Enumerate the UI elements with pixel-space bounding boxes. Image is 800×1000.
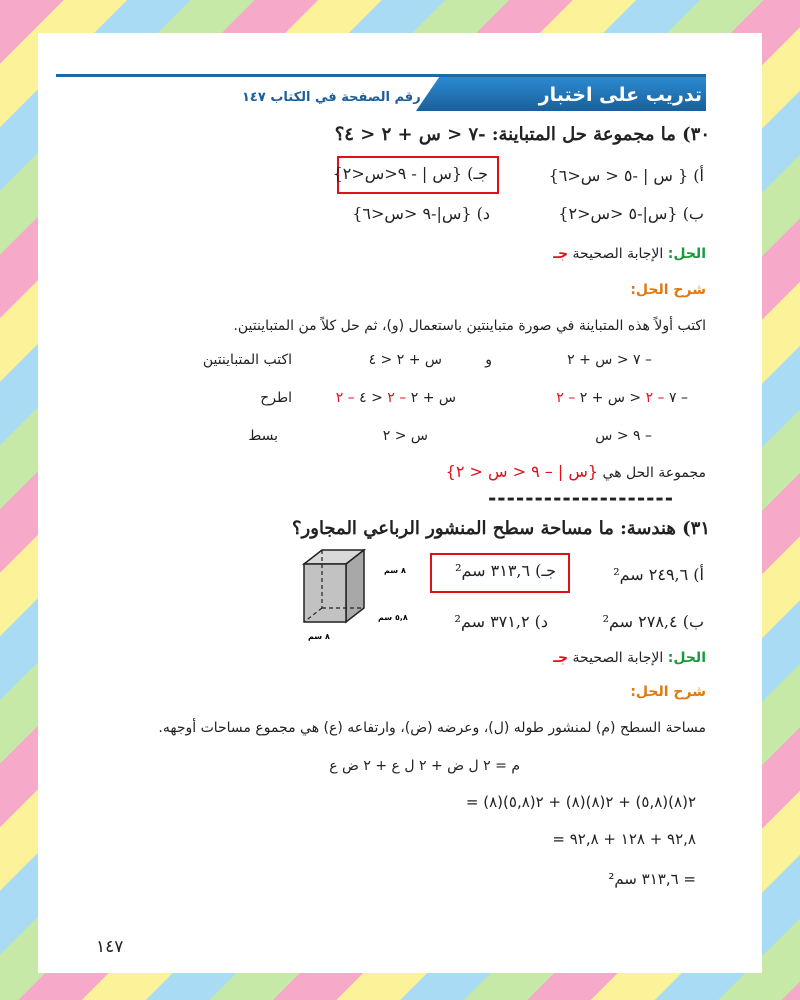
solution-set-value: {س | – ٩ < س < ٢} <box>445 462 599 481</box>
solution-mark: جـ <box>553 650 569 666</box>
step3-right: – ٩ < س <box>595 428 652 444</box>
header-title: تدريب على اختبار <box>538 84 702 106</box>
solution-label: الحل: <box>667 246 706 262</box>
prism-height-label: ٨ سم <box>384 566 406 575</box>
solution-set <box>446 462 706 481</box>
step2-right <box>556 390 688 406</box>
step3-left: س < ٢ <box>382 428 428 444</box>
step2-label: اطرح <box>260 390 292 406</box>
step2-left-a: س + ٢ <box>410 390 456 406</box>
q30-option-b[interactable]: ب) {س|-٥ <س<٢} <box>558 204 704 223</box>
step2-right-b: – ٢ <box>645 390 665 406</box>
q30-question: ٣٠) ما مجموعة حل المتباينة: -٧ < س + ٢ < ٤؟ <box>334 124 710 145</box>
step2-left-b: – ٢ <box>387 390 407 406</box>
step1-left: س + ٢ < ٤ <box>368 352 442 368</box>
step2-left-c: < ٤ <box>359 390 383 406</box>
prism-front-face <box>304 564 346 622</box>
page-number: ١٤٧ <box>96 937 124 957</box>
step2-left <box>336 390 456 406</box>
q31-option-b[interactable]: ب) ٢٧٨,٤ سم² <box>602 612 704 631</box>
q31-explain-label: شرح الحل: <box>630 684 706 700</box>
q30-option-d[interactable]: د) {س|-٩ <س<٦} <box>352 204 490 223</box>
header-rule <box>56 74 706 77</box>
solution-text: الإجابة الصحيحة <box>572 650 664 666</box>
step2-right-a: – ٧ <box>669 390 688 406</box>
prism-depth-label: ٥,٨ سم <box>378 613 408 622</box>
q31-question: ٣١) هندسة: ما مساحة سطح المنشور الرباعي المجاور؟ <box>292 518 710 539</box>
q31-solution <box>553 650 706 666</box>
q31-explain-text: مساحة السطح (م) لمنشور طوله (ل)، وعرضه (ض)، وارتفاعه (ع) هي مجموع مساحات أوجهه. <box>158 720 706 736</box>
step2-left-d: – ٢ <box>335 390 355 406</box>
solution-mark: جـ <box>553 246 569 262</box>
prism-width-label: ٨ سم <box>308 632 330 641</box>
equation-4: = ٣١٣,٦ سم² <box>608 870 696 888</box>
q30-explain-label: شرح الحل: <box>630 282 706 298</box>
step2-right-d: – ٢ <box>556 390 576 406</box>
step1-label: اكتب المتباينتين <box>202 352 292 368</box>
step1-right: – ٧ < س + ٢ <box>567 352 652 368</box>
solution-label: الحل: <box>667 650 706 666</box>
step3-label: بسط <box>248 428 278 444</box>
q31-option-d[interactable]: د) ٣٧١,٢ سم² <box>454 612 548 631</box>
q30-option-c[interactable]: جـ) {س | - ٩<س<٢} <box>332 164 488 183</box>
q31-option-a[interactable]: أ) ٢٤٩,٦ سم² <box>613 565 704 584</box>
q31-option-c[interactable]: جـ) ٣١٣,٦ سم² <box>455 561 556 580</box>
step1-and: و <box>485 352 492 368</box>
equation-1: م = ٢ ل ض + ٢ ل ع + ٢ ض ع <box>329 758 520 774</box>
solution-set-label: مجموعة الحل هي <box>602 465 706 481</box>
q30-option-a[interactable]: أ) { س | -٥ < س<٦} <box>548 166 704 185</box>
equation-2: = ٢(٨)(٥,٨) + ٢(٨)(٨) + ٢(٥,٨)(٨) <box>465 793 696 811</box>
q30-explain-text: اكتب أولاً هذه المتباينة في صورة متباينتين باستعمال (و)، ثم حل كلاً من المتباينتين. <box>233 318 706 334</box>
prism-figure <box>298 546 378 628</box>
header-subtitle: رقم الصفحة في الكتاب ١٤٧ <box>242 90 421 105</box>
equation-3: = ٩٢,٨ + ١٢٨ + ٩٢,٨ <box>552 830 696 848</box>
q30-solution <box>553 246 706 262</box>
step2-right-c: < س + ٢ <box>579 390 642 406</box>
separator: -------------------- <box>488 486 675 510</box>
solution-text: الإجابة الصحيحة <box>572 246 664 262</box>
